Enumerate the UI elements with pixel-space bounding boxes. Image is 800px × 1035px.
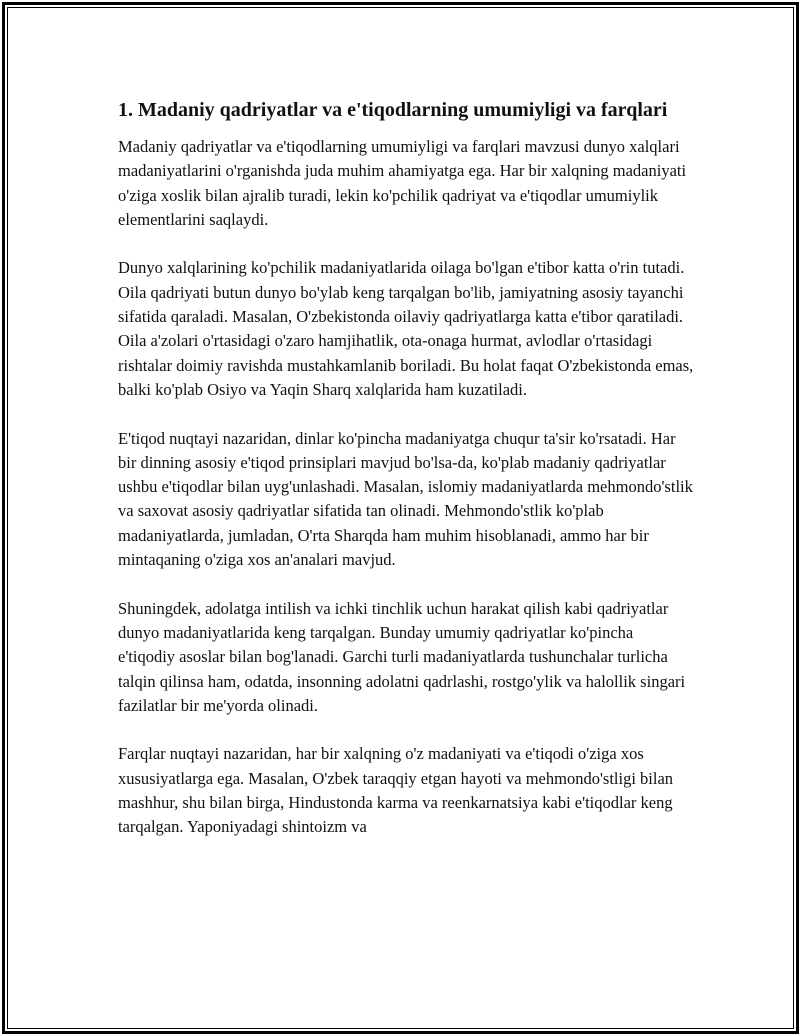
paragraph-5: Farqlar nuqtayi nazaridan, har bir xalqning o'z madaniyati va e'tiqodi o'ziga xos xususiyatlarga ega. Masalan, O'zbek taraqqiy etgan hayoti va mehmondo'stligi bilan mashhur, shu bilan birga, Hindustonda karma va reenkarnatsiya kabi e'tiqodlar keng tarqalgan. Yaponiyadagi shintoizm va: [118, 744, 674, 837]
paragraph-3: E'tiqod nuqtayi nazaridan, dinlar ko'pincha madaniyatga chuqur ta'sir ko'rsatadi. Har bir dinning asosiy e'tiqod prinsiplari mavjud bo'lsa-da, ko'plab madaniy qadriyatlar ushbu e'tiqodlar bilan uyg'unlashadi. Masalan, islomiy madaniyatlarda mehmondo'stlik va saxovat asosiy qadriyatlar sifatida tan olinadi. Mehmondo'stlik ko'plab madaniyatlarda, jumladan, O'rta Sharqda ham muhim hisoblanadi, ammo har bir mintaqaning o'ziga xos an'analari mavjud.: [118, 428, 693, 570]
paragraph-2: Dunyo xalqlarining ko'pchilik madaniyatlarida oilaga bo'lgan e'tibor katta o'rin tutadi. Oila qadriyati butun dunyo bo'ylab keng tarqalgan bo'lib, jamiyatning asosiy tayanchi sifatida qaraladi. Masalan, O'zbekistonda oilaviy qadriyatlarga katta e'tibor qaratiladi. Oila a'zolari o'rtasidagi o'zaro hamjihatlik, ota-onaga hurmat, avlodlar o'rtasidagi rishtalar doimiy ravishda mustahkamlanib boriladi. Bu holat faqat O'zbekistonda emas, balki ko'plab Osiyo va Yaqin Sharq xalqlarida ham kuzatiladi.: [118, 258, 694, 399]
document-body: [118, 97, 694, 840]
section-heading: 1. Madaniy qadriyatlar va e'tiqodlarning umumiyligi va farqlari: [118, 99, 668, 121]
page-frame: [2, 2, 799, 1034]
paragraph-1: Madaniy qadriyatlar va e'tiqodlarning umumiyligi va farqlari mavzusi dunyo xalqlari madaniyatlarini o'rganishda juda muhim ahamiyatga ega. Har bir xalqning madaniyati o'ziga xoslik bilan ajralib turadi, lekin ko'pchilik qadriyat va e'tiqodlar umumiylik elementlarini saqlaydi.: [118, 137, 687, 229]
paragraph-4: Shuningdek, adolatga intilish va ichki tinchlik uchun harakat qilish kabi qadriyatlar dunyo madaniyatlarida keng tarqalgan. Bunday umumiy qadriyatlar ko'pincha e'tiqodiy asoslar bilan bog'lanadi. Garchi turli madaniyatlarda tushunchalar turlicha talqin qilinsa ham, odatda, insonning adolatni qadrlashi, rostgo'ylik va halollik singari fazilatlar bir me'yorda olinadi.: [118, 598, 686, 715]
